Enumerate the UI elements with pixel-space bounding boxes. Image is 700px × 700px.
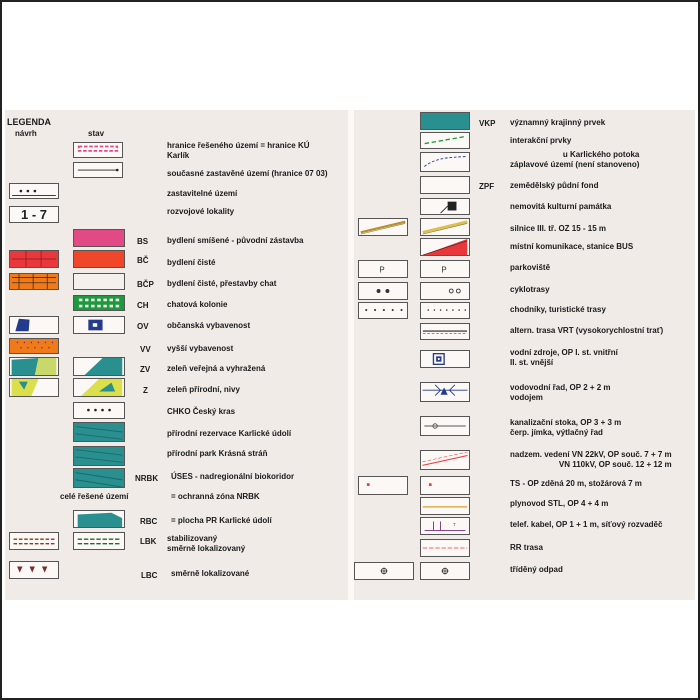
symbol-telecom — [420, 517, 470, 535]
left-item-9-code: VV — [140, 345, 151, 354]
right-item-16-text: plynovod STL, OP 4 + 4 m — [510, 499, 609, 508]
left-item-17-code: RBC — [140, 517, 158, 526]
left-item-16-prefix: celé řešené území — [60, 492, 129, 501]
right-item-0-code: VKP — [479, 119, 496, 128]
left-item-19-code: LBC — [141, 571, 158, 580]
symbol-monument — [420, 198, 470, 215]
right-item-8-text: cyklotrasy — [510, 285, 550, 294]
right-item-7-text: parkoviště — [510, 263, 551, 272]
symbol-interaction — [420, 132, 470, 149]
right-item-11-text: vodní zdroje, OP I. st. vnitřní II. st. vnější — [510, 348, 618, 367]
right-item-5-text: silnice III. tř. OZ 15 - 15 m — [510, 224, 607, 233]
right-item-19-text: tříděný odpad — [510, 565, 563, 574]
left-item-11-code: Z — [143, 386, 148, 395]
right-item-10-text: altern. trasa VRT (vysokorychlostní trať) — [510, 326, 664, 335]
left-item-12-text: CHKO Český kras — [167, 407, 236, 416]
left-item-13-text: přírodní rezervace Karlické údolí — [167, 429, 292, 438]
right-item-12-text: vodovodní řad, OP 2 + 2 m vodojem — [510, 383, 611, 402]
symbol-waste-navrh — [354, 562, 414, 580]
symbol-cycle-navrh — [358, 282, 408, 300]
symbol-ch — [73, 295, 125, 311]
left-item-8-code: OV — [137, 322, 149, 331]
symbol-ov-navrh — [9, 316, 59, 334]
symbol-boundary — [73, 142, 123, 158]
column-header-stav: stav — [88, 129, 105, 138]
left-item-8-text: občanská vybavenost — [167, 321, 251, 330]
left-item-19-text: směrně lokalizované — [171, 569, 250, 578]
symbol-paths-navrh — [358, 302, 408, 319]
right-item-3-text: zemědělský půdní fond — [510, 181, 599, 190]
symbol-waste-stav — [420, 562, 470, 580]
symbol-gas — [420, 497, 470, 515]
left-item-18-text: stabilizovaný směrně lokalizovaný — [167, 534, 246, 553]
symbol-development: 1 - 7 — [9, 206, 59, 223]
symbol-built-up — [73, 162, 123, 178]
symbol-bc-stav — [73, 250, 125, 268]
symbol-z-navrh — [9, 378, 59, 397]
right-item-6-text: místní komunikace, stanice BUS — [510, 242, 634, 251]
symbol-road-navrh — [358, 218, 408, 236]
left-item-15-code: NRBK — [135, 474, 159, 483]
symbol-pr — [73, 422, 125, 442]
symbol-water-main — [420, 382, 470, 402]
right-item-9-text: chodníky, turistické trasy — [510, 305, 606, 314]
symbol-buildable — [9, 183, 59, 199]
legend-title: LEGENDA — [7, 117, 52, 127]
symbol-lbk-navrh — [9, 532, 59, 550]
left-item-9-text: vyšší vybavenost — [167, 344, 234, 353]
right-item-13-text: kanalizační stoka, OP 3 + 3 m čerp. jímka, výtlačný řad — [510, 418, 622, 437]
symbol-bcp-navrh — [9, 273, 59, 290]
symbol-ts-navrh — [358, 476, 408, 495]
symbol-sewer — [420, 416, 470, 436]
right-item-3-code: ZPF — [479, 182, 495, 191]
right-item-2-text: u Karlického potoka záplavové území (není stanoveno) — [510, 150, 640, 169]
left-item-17-text: = plocha PR Karlické údolí — [171, 516, 272, 525]
symbol-vv — [9, 338, 59, 354]
right-item-18-text: RR trasa — [510, 543, 543, 552]
left-item-5-text: bydlení čisté — [167, 258, 216, 267]
legend-sheet — [5, 110, 695, 600]
symbol-bs — [73, 229, 125, 247]
symbol-vrt — [420, 323, 470, 340]
symbol-paths-stav — [420, 302, 470, 319]
symbol-lbc — [9, 561, 59, 579]
left-item-5-code: BČ — [137, 256, 149, 265]
symbol-ts-stav — [420, 476, 470, 495]
left-item-16-text: = ochranná zóna NRBK — [171, 492, 260, 501]
left-item-4-code: BS — [137, 237, 149, 246]
symbol-zv-navrh — [9, 357, 59, 376]
symbol-water-source — [420, 350, 470, 368]
right-item-15-text: TS - OP zděná 20 m, stožárová 7 m — [510, 479, 642, 488]
symbol-zv-stav — [73, 357, 125, 376]
left-item-6-code: BČP — [137, 280, 154, 289]
symbol-bcp-stav — [73, 273, 125, 290]
left-item-11-text: zeleň přírodní, nivy — [167, 385, 240, 394]
symbol-rr — [420, 539, 470, 557]
symbol-local-road — [420, 238, 470, 256]
svg-text:P: P — [441, 265, 447, 275]
symbol-nrbk — [73, 468, 125, 488]
right-item-1-text: interakční prvky — [510, 136, 572, 145]
svg-text:T: T — [453, 522, 456, 527]
left-item-0-text: hranice řešeného území = hranice KÚ Karlík — [167, 141, 310, 160]
left-item-15-text: ÚSES - nadregionální biokoridor — [171, 472, 295, 481]
symbol-ov-stav — [73, 316, 125, 334]
symbol-rbc — [73, 510, 125, 528]
right-item-14-text: nadzem. vedení VN 22kV, OP souč. 7 + 7 m VN 110kV, OP souč. 12 + 12 m — [510, 450, 672, 469]
left-item-4-text: bydlení smíšené - původní zástavba — [167, 236, 304, 245]
left-item-7-code: CH — [137, 301, 149, 310]
left-item-10-code: ZV — [140, 365, 151, 374]
left-item-14-text: přírodní park Krásná stráň — [167, 449, 268, 458]
symbol-lbk-stav — [73, 532, 125, 550]
left-item-7-text: chatová kolonie — [167, 300, 228, 309]
symbol-vkp — [420, 112, 470, 130]
symbol-parking-stav — [420, 260, 470, 278]
symbol-cycle-stav — [420, 282, 470, 300]
symbol-bc-navrh — [9, 250, 59, 268]
symbol-z-stav — [73, 378, 125, 397]
symbol-chko — [73, 402, 125, 419]
symbol-flood — [420, 152, 470, 172]
page-gutter — [348, 110, 354, 600]
symbol-zpf — [420, 176, 470, 194]
right-item-0-text: významný krajinný prvek — [510, 118, 606, 127]
left-item-6-text: bydlení čisté, přestavby chat — [167, 279, 277, 288]
symbol-road-stav — [420, 218, 470, 236]
left-item-10-text: zeleň veřejná a vyhražená — [167, 364, 266, 373]
left-item-2-text: zastavitelné území — [167, 189, 238, 198]
right-item-17-text: telef. kabel, OP 1 + 1 m, síťový rozvaděč — [510, 520, 663, 529]
symbol-pp — [73, 446, 125, 466]
symbol-parking-navrh — [358, 260, 408, 278]
left-item-1-text: současné zastavěné území (hranice 07 03) — [167, 169, 328, 178]
right-item-4-text: nemovitá kulturní památka — [510, 202, 612, 211]
left-item-18-code: LBK — [140, 537, 157, 546]
column-header-navrh: návrh — [15, 129, 37, 138]
svg-text:P: P — [379, 265, 385, 275]
symbol-power-vn22 — [420, 450, 470, 470]
left-item-3-text: rozvojové lokality — [167, 207, 235, 216]
